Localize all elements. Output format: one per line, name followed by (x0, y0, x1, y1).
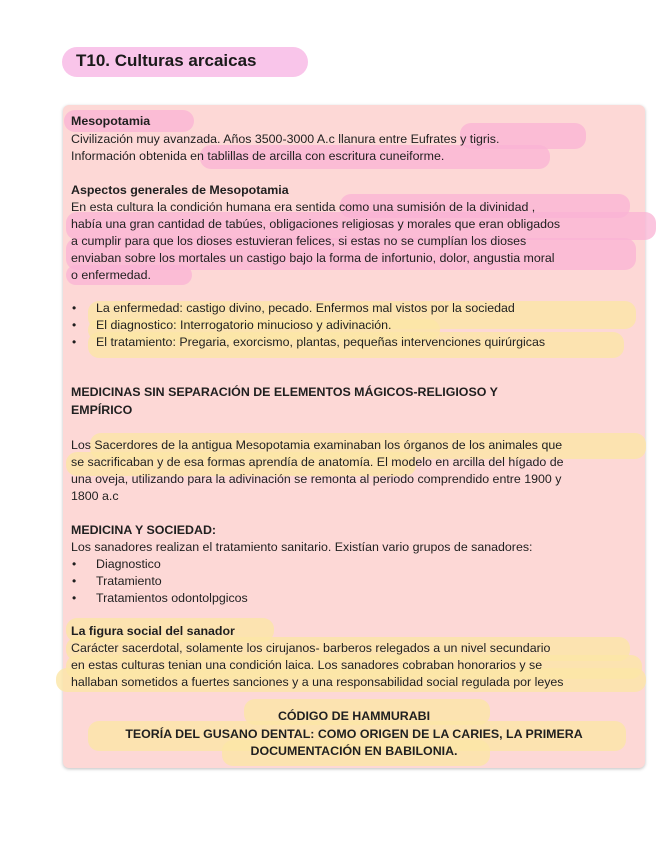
mesopotamia-line: Civilización muy avanzada. Años 3500-3000 A.c llanura entre Eufrates y tigris. (71, 132, 500, 146)
bullet-dot: • (72, 574, 77, 588)
footer-line: CÓDIGO DE HAMMURABI (277, 709, 431, 723)
aspectos-line: En esta cultura la condición humana era sentida como una sumisión de la divinidad , (71, 200, 536, 214)
mesopotamia-line: Información obtenida en tablillas de arcilla con escritura cuneiforme. (71, 149, 445, 163)
bullet-dot: • (72, 557, 77, 571)
medicinas-line: 1800 a.c (71, 489, 119, 503)
bullet-dot: • (72, 318, 77, 332)
list-item: Diagnostico (96, 557, 161, 571)
aspectos-line: había una gran cantidad de tabúes, obligaciones religiosas y morales que eran obligados (71, 217, 561, 231)
aspectos-line: o enfermedad. (71, 268, 151, 282)
footer-line: TEORÍA DEL GUSANO DENTAL: COMO ORIGEN DE LA CARIES, LA PRIMERA (125, 727, 583, 741)
medicinas-line: Los Sacerdores de la antigua Mesopotamia examinaban los órganos de los animales que (71, 438, 563, 452)
list-item: El diagnostico: Interrogatorio minucioso y adivinación. (96, 318, 392, 332)
sociedad-intro: Los sanadores realizan el tratamiento sanitario. Existían vario grupos de sanadores: (71, 540, 533, 554)
figura-heading: La figura social del sanador (71, 624, 235, 638)
medicinas-heading: EMPÍRICO (71, 403, 133, 417)
sociedad-heading: MEDICINA Y SOCIEDAD: (71, 523, 217, 537)
list-item: La enfermedad: castigo divino, pecado. Enfermos mal vistos por la sociedad (96, 301, 515, 315)
medicinas-line: una oveja, utilizando para la adivinación se remonta al periodo comprendido entre 1900 y (71, 472, 562, 486)
list-item: Tratamiento (96, 574, 162, 588)
figura-line: Carácter sacerdotal, solamente los cirujanos- barberos relegados a un nivel secundario (71, 641, 551, 655)
aspectos-line: a cumplir para que los dioses estuvieran felices, si estas no se cumplían los dioses (71, 234, 527, 248)
page-title: T10. Culturas arcaicas (76, 51, 257, 70)
bullet-dot: • (72, 591, 77, 605)
medicinas-heading: MEDICINAS SIN SEPARACIÓN DE ELEMENTOS MÁGICOS-RELIGIOSO Y (71, 385, 498, 399)
mesopotamia-heading: Mesopotamia (71, 114, 151, 128)
bullet-dot: • (72, 301, 77, 315)
medicinas-line: se sacrificaban y de esa formas aprendía de anatomía. El modelo en arcilla del hígado de (71, 455, 564, 469)
figura-line: hallaban sometidos a fuertes sanciones y a una responsabilidad social regulada por leyes (71, 675, 564, 689)
bullet-dot: • (72, 335, 77, 349)
list-item: El tratamiento: Pregaria, exorcismo, plantas, pequeñas intervenciones quirúrgicas (96, 335, 546, 349)
aspectos-heading: Aspectos generales de Mesopotamia (71, 183, 289, 197)
aspectos-line: enviaban sobre los mortales un castigo bajo la forma de infortunio, dolor, angustia moral (71, 251, 555, 265)
figura-line: en estas culturas tenian una condición laica. Los sanadores cobraban honorarios y se (71, 658, 543, 672)
footer-line: DOCUMENTACIÓN EN BABILONIA. (250, 744, 458, 758)
list-item: Tratamientos odontolpgicos (96, 591, 248, 605)
